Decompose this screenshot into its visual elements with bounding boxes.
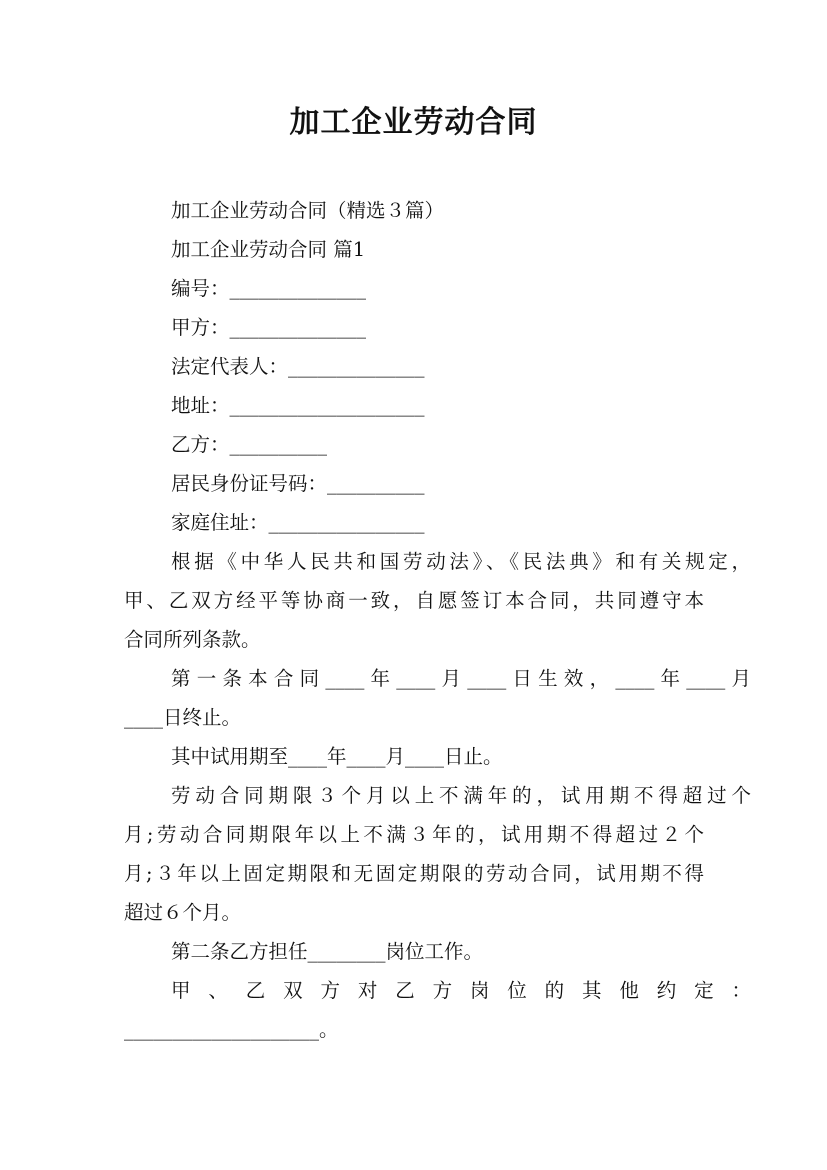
- paragraph-line: 甲、乙双方经平等协商一致，自愿签订本合同，共同遵守本: [124, 589, 704, 612]
- field-party-b: 乙方：__________: [171, 433, 328, 456]
- probation-line: 其中试用期至____年____月____日止。: [171, 745, 503, 768]
- probation-rule-line: 月;３年以上固定期限和无固定期限的劳动合同，试用期不得: [124, 862, 704, 885]
- other-agreement-line: 甲 、 乙 双 方 对 乙 方 岗 位 的 其 他 约 定 ：: [171, 979, 751, 1002]
- probation-rule-line: 劳动合同期限３个月以上不满年的，试用期不得超过个: [171, 784, 751, 807]
- probation-rule-line: 月;劳动合同期限年以上不满３年的，试用期不得超过２个: [124, 823, 704, 846]
- clause-2-line: 第二条乙方担任________岗位工作。: [171, 940, 484, 963]
- field-number: 编号：______________: [171, 277, 367, 300]
- paragraph-line: 根据《中华人民共和国劳动法》、《民法典》和有关规定，: [171, 550, 751, 573]
- field-party-a: 甲方：______________: [171, 316, 367, 339]
- paragraph-line: 合同所列条款。: [124, 628, 261, 651]
- field-home-address: 家庭住址：________________: [171, 511, 425, 534]
- field-address: 地址：____________________: [171, 394, 425, 417]
- other-agreement-blank: ____________________。: [124, 1018, 339, 1041]
- field-id-number: 居民身份证号码：__________: [171, 472, 425, 495]
- clause-1-line: 第一条本合同____年____月____日生效，____年____月: [171, 667, 751, 690]
- subtitle-line: 加工企业劳动合同（精选３篇）: [171, 199, 445, 222]
- field-legal-representative: 法定代表人：______________: [171, 355, 425, 378]
- section-heading: 加工企业劳动合同 篇1: [171, 238, 366, 261]
- probation-rule-line: 超过６个月。: [124, 901, 242, 924]
- document-title: 加工企业劳动合同: [289, 105, 538, 140]
- clause-1-line: ____日终止。: [124, 706, 242, 729]
